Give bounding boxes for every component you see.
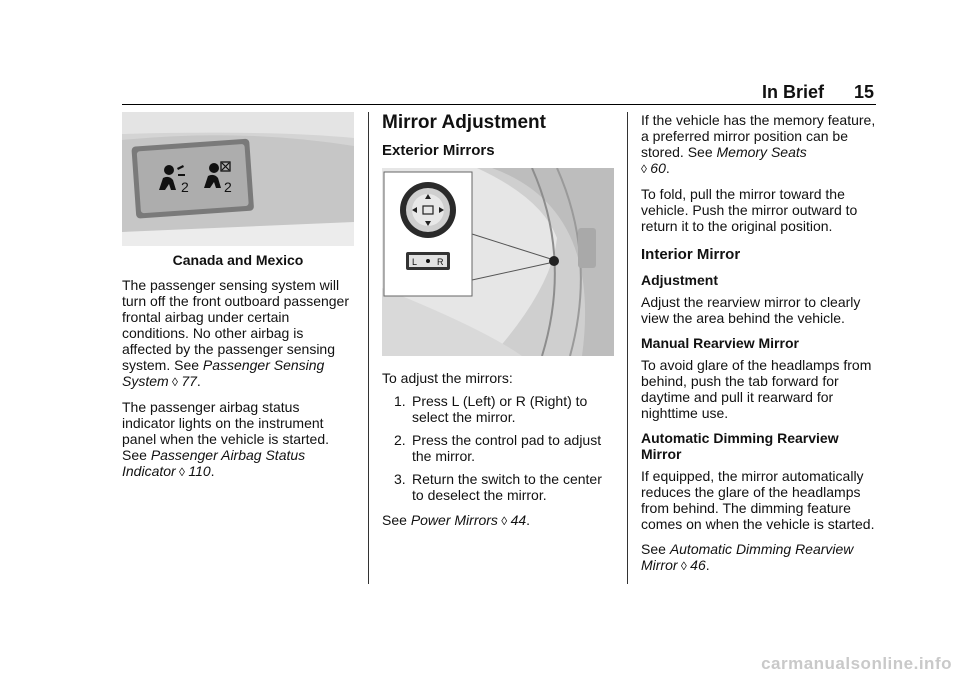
section-heading: Mirror Adjustment [382,112,546,133]
svg-text:2: 2 [181,179,189,195]
see-also: See Automatic Dimming Rearview Mirror ◊ 46. [641,541,854,573]
paragraph-manual: To avoid glare of the headlamps from behind, push the tab forward for daytime and pull it rearward for nighttime use. [641,357,872,421]
switch-label-right: R [437,257,444,267]
steps-list [382,393,614,503]
paragraph-passenger-sensing: The passenger sensing system will turn off the front outboard passenger frontal airbag under certain conditions. No other airbag is affected by the passenger sensing system. See Passenger Sensing System ◊ 77. [122,277,350,389]
page-ref[interactable]: 110 [188,463,211,479]
column-divider-1 [368,112,369,584]
page-ref[interactable]: 44 [510,512,527,528]
paragraph-memory: If the vehicle has the memory feature, a preferred mirror position can be stored. See Memory Seats ◊ 60. [641,112,876,176]
page-number: 15 [853,82,874,102]
mirror-control-illustration [382,168,614,356]
paragraph-status-indicator: The passenger airbag status indicator lights on the instrument panel when the vehicle is started. See Passenger Airbag Status Indicator ◊ 110. [122,399,330,479]
watermark: carmanualsonline.info [761,654,952,673]
page-ref[interactable]: 77 [181,373,197,389]
list-item: 2. Press the control pad to adjust the mirror. [394,432,602,464]
svg-text:2: 2 [224,179,232,195]
see-also: See Power Mirrors ◊ 44. [382,512,531,528]
minor-heading-manual: Manual Rearview Mirror [641,335,799,351]
column-divider-2 [627,112,628,584]
switch-label-left: L [412,257,418,267]
list-item: 1. Press L (Left) or R (Right) to select the mirror. [394,393,588,425]
link-passenger-sensing-system[interactable]: Passenger Sensing System [122,357,325,389]
paragraph-adjust: Adjust the rearview mirror to clearly view the area behind the vehicle. [641,294,861,326]
page-ref[interactable]: 46 [690,557,706,573]
list-item: 3. Return the switch to the center to deselect the mirror. [394,471,602,503]
paragraph-fold: To fold, pull the mirror toward the vehicle. Push the mirror outward to return it to the original position. [641,186,858,234]
column-3 [641,112,877,583]
column-2 [382,112,614,538]
column-1 [122,112,354,489]
link-passenger-airbag-status-indicator[interactable]: Passenger Airbag Status Indicator [122,447,306,479]
page-header [122,82,876,105]
steps-intro: To adjust the mirrors: [382,370,513,386]
subsection-heading: Exterior Mirrors [382,142,495,159]
link-auto-dimming-mirror[interactable]: Automatic Dimming Rearview Mirror [641,541,854,573]
figure-caption: Canada and Mexico [172,252,304,268]
section-title: In Brief [761,82,824,102]
minor-heading-auto-dimming: Automatic Dimming Rearview Mirror [641,430,839,462]
page-ref[interactable]: 60 [650,160,666,176]
link-memory-seats[interactable]: Memory Seats [716,144,807,160]
minor-heading-adjustment: Adjustment [641,272,718,288]
paragraph-auto-dimming: If equipped, the mirror automatically reduces the glare of the headlamps from behind. The dimming feature comes on when the vehicle is started. [641,468,875,532]
subsection-heading-interior: Interior Mirror [641,246,741,263]
airbag-indicator-illustration [122,112,354,246]
link-power-mirrors[interactable]: Power Mirrors [410,512,498,528]
